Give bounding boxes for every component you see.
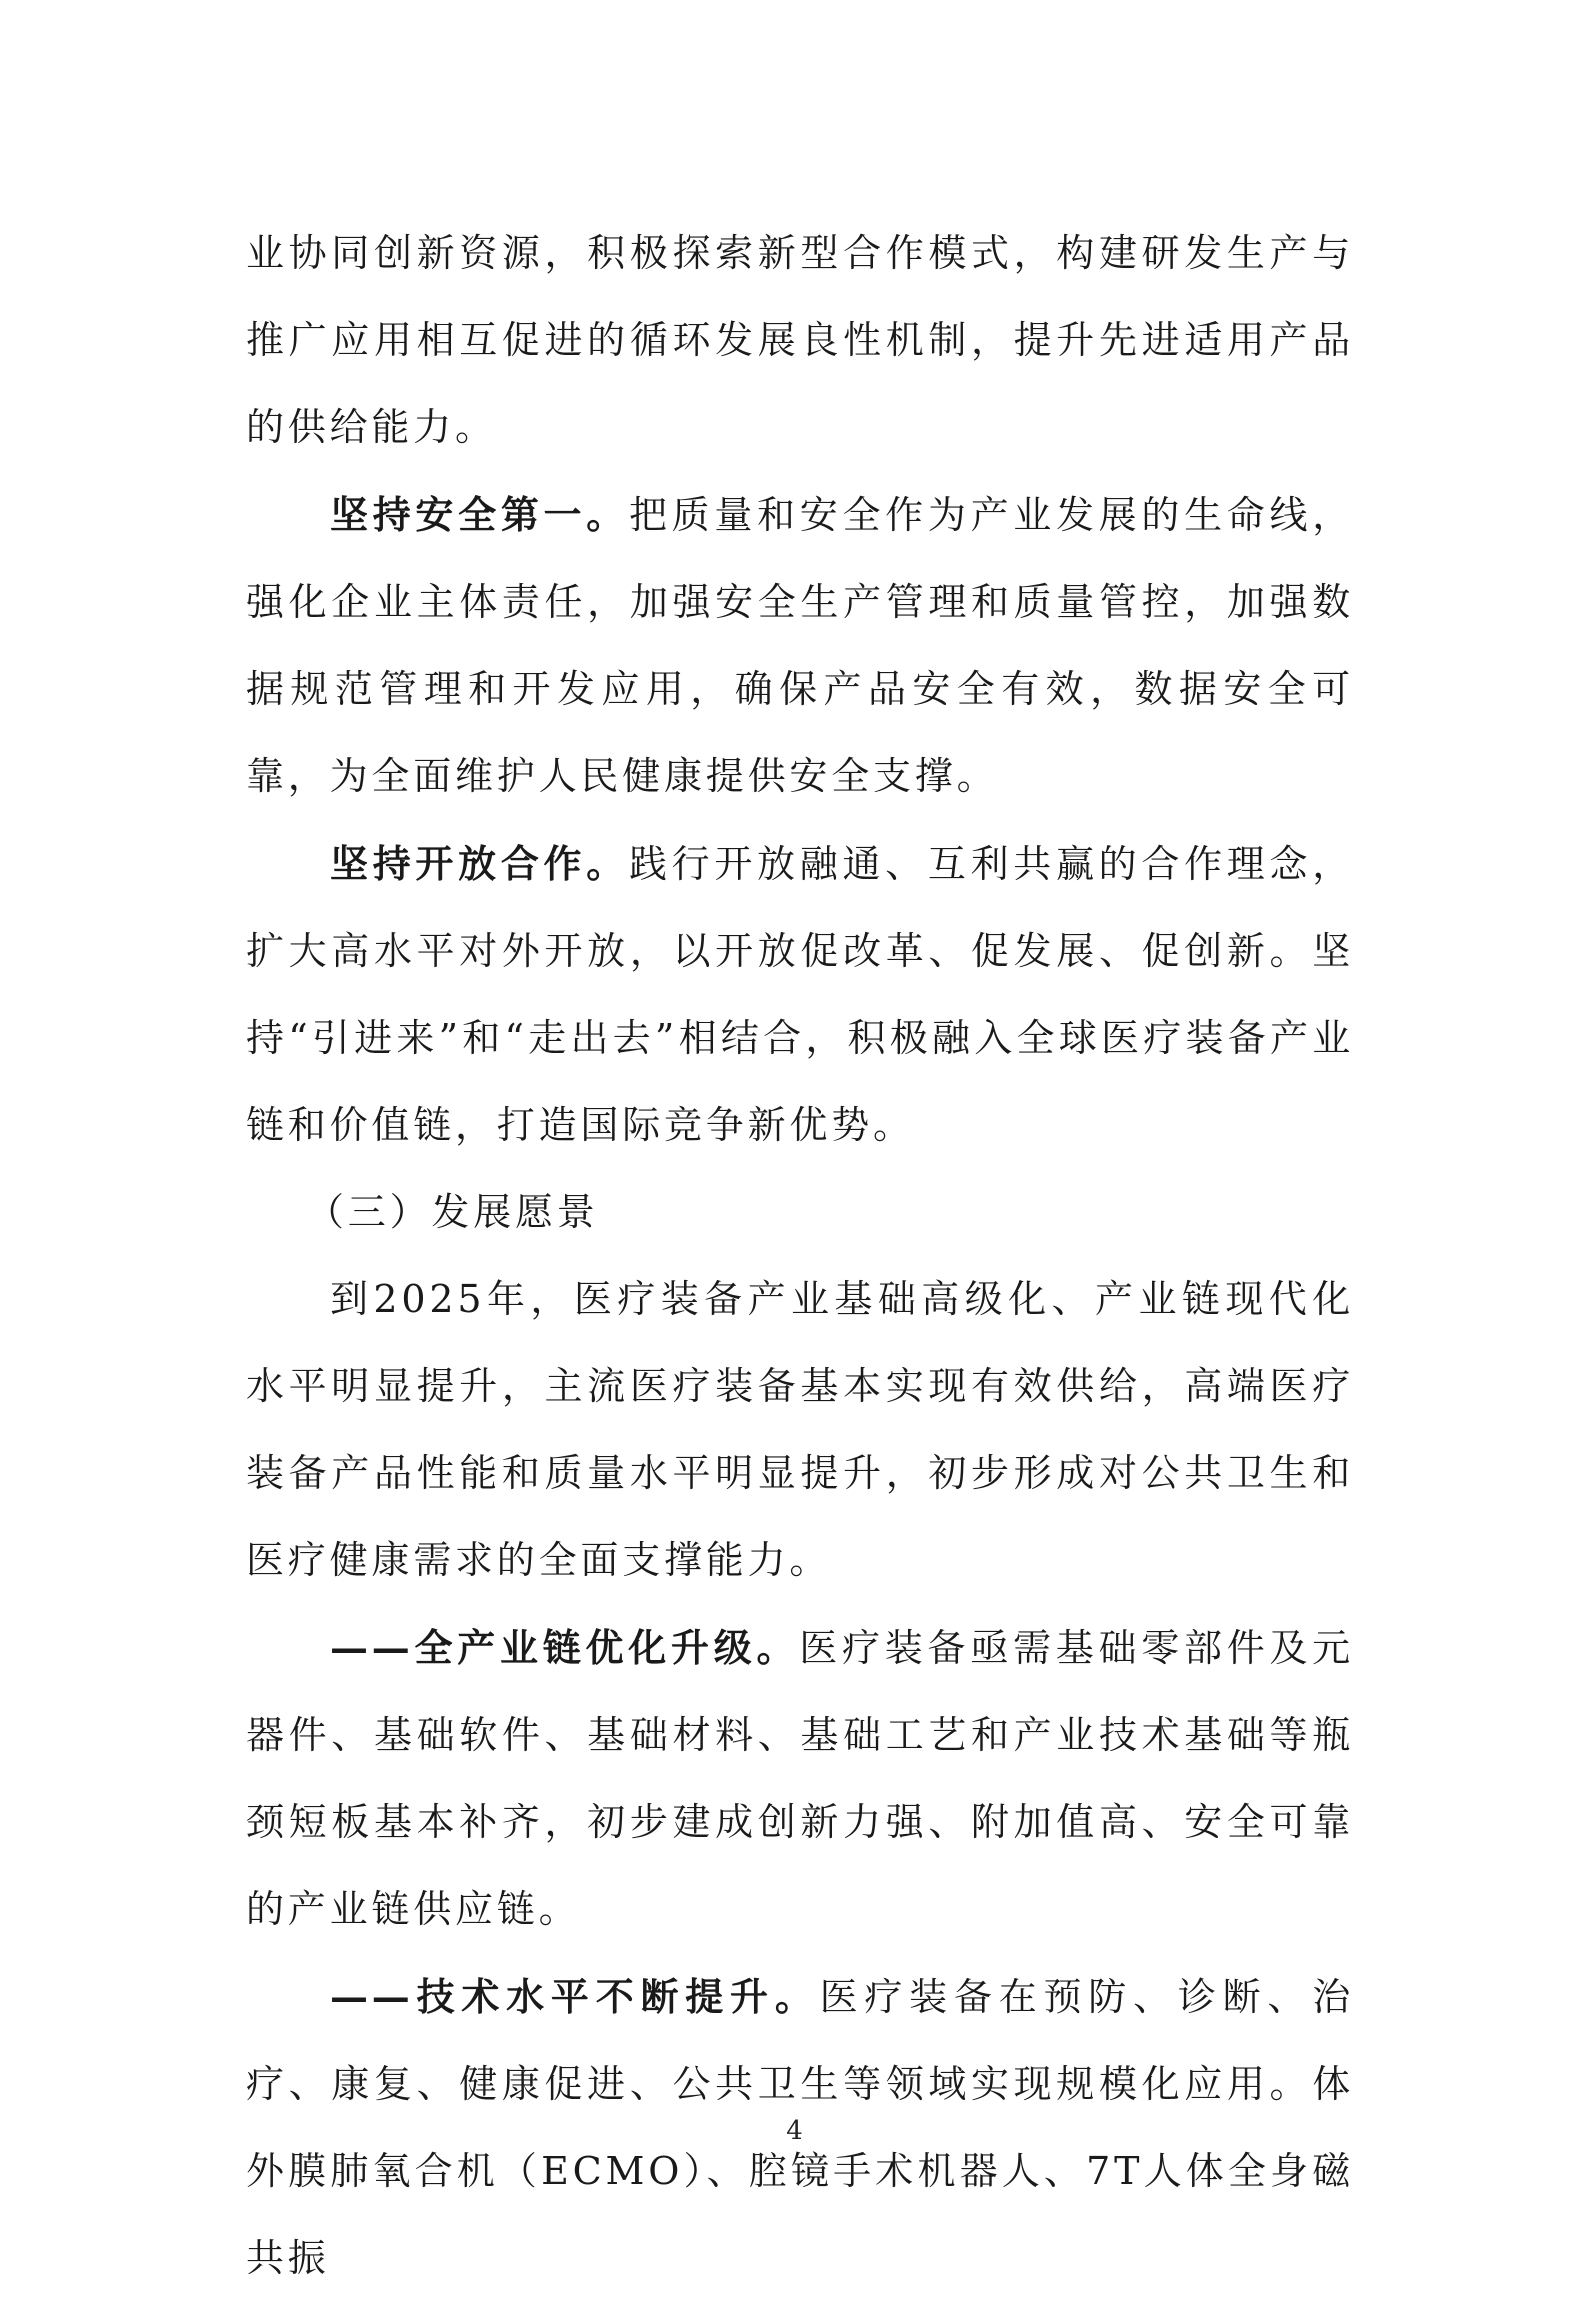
paragraph-lead: ——全产业链优化升级。 xyxy=(330,1625,800,1670)
paragraph-lead: 坚持安全第一。 xyxy=(330,492,629,537)
paragraph-text: 医疗装备亟需基础零部件及元器件、基础软件、基础材料、基础工艺和产业技术基础等瓶颈短板基本补齐，初步建成创新力强、附加值高、安全可靠的产业链供应链。 xyxy=(246,1626,1354,1931)
paragraph-vision-2025 xyxy=(246,1256,1354,1604)
paragraph-text: 践行开放融通、互利共赢的合作理念，扩大高水平对外开放，以开放促改革、促发展、促创新。坚持“引进来”和“走出去”相结合，积极融入全球医疗装备产业链和价值链，打造国际竞争新优势。 xyxy=(246,842,1354,1147)
paragraph-safety-first xyxy=(246,471,1354,820)
paragraph-continuation xyxy=(246,210,1354,471)
document-body xyxy=(246,210,1354,2302)
page-number: 4 xyxy=(786,2116,803,2146)
paragraph-text: 医疗装备在预防、诊断、治疗、康复、健康促进、公共卫生等领域实现规模化应用。体外膜肺氧合机（ECMO）、腔镜手术机器人、7T人体全身磁共振 xyxy=(246,1975,1354,2280)
section-heading: （三）发展愿景 xyxy=(306,1190,599,1234)
paragraph-text: 到2025年，医疗装备产业基础高级化、产业链现代化水平明显提升，主流医疗装备基本实现有效供给，高端医疗装备产品性能和质量水平明显提升，初步形成对公共卫生和医疗健康需求的全面支撑能力。 xyxy=(246,1277,1354,1582)
paragraph-industry-chain xyxy=(246,1604,1354,1953)
paragraph-text: 把质量和安全作为产业发展的生命线，强化企业主体责任，加强安全生产管理和质量管控，加强数据规范管理和开发应用，确保产品安全有效，数据安全可靠，为全面维护人民健康提供安全支撑。 xyxy=(246,493,1354,798)
paragraph-lead: 坚持开放合作。 xyxy=(330,841,629,886)
paragraph-lead: ——技术水平不断提升。 xyxy=(330,1974,820,2019)
paragraph-text: 业协同创新资源，积极探索新型合作模式，构建研发生产与推广应用相互促进的循环发展良性机制，提升先进适用产品的供给能力。 xyxy=(246,231,1354,449)
paragraph-open-cooperation xyxy=(246,820,1354,1169)
